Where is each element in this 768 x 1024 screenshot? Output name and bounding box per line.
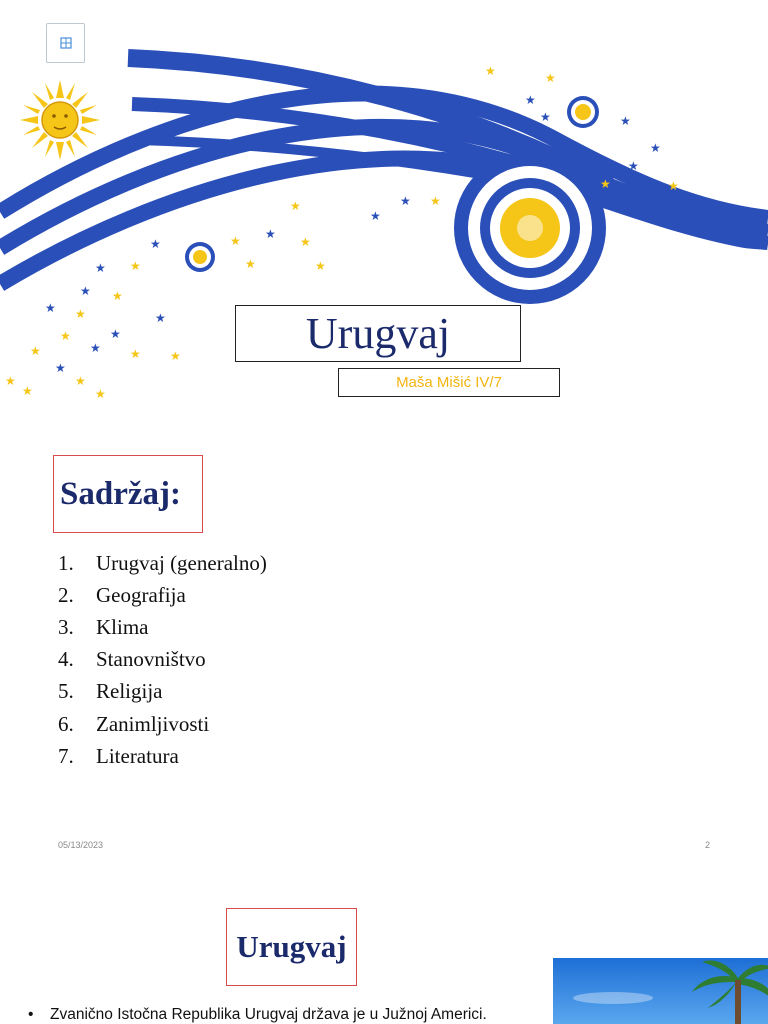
toc-item-number: 7.	[58, 743, 74, 768]
toc-item	[58, 547, 267, 579]
svg-text:★: ★	[315, 259, 326, 273]
svg-text:★: ★	[95, 387, 106, 401]
svg-text:★: ★	[130, 259, 141, 273]
svg-text:★: ★	[628, 159, 639, 173]
toc-item-number: 4.	[58, 647, 74, 672]
slide-page-number: 2	[705, 840, 711, 850]
toc-item-label: Stanovništvo	[96, 647, 206, 672]
toc-item	[58, 676, 267, 708]
svg-text:★: ★	[265, 227, 276, 241]
toc-item-label: Klima	[96, 614, 149, 639]
uruguay-flag-banner	[0, 0, 768, 430]
slide-thumbnail-icon	[59, 36, 73, 50]
svg-text:★: ★	[95, 261, 106, 275]
svg-text:★: ★	[22, 384, 33, 398]
svg-text:★: ★	[80, 284, 91, 298]
toc-item-label: Zanimljivosti	[96, 711, 210, 736]
svg-text:★: ★	[370, 209, 381, 223]
author-label: Maša Mišić IV/7	[338, 368, 560, 397]
svg-text:★: ★	[45, 301, 56, 315]
svg-text:★: ★	[650, 141, 661, 155]
svg-text:★: ★	[600, 177, 611, 191]
svg-text:★: ★	[400, 194, 411, 208]
svg-text:★: ★	[55, 361, 66, 375]
svg-text:★: ★	[230, 234, 241, 248]
svg-text:★: ★	[525, 93, 536, 107]
toc-item-number: 6.	[58, 711, 74, 736]
svg-text:★: ★	[155, 311, 166, 325]
svg-text:★: ★	[150, 237, 161, 251]
toc-heading: Sadržaj:	[53, 455, 203, 533]
toc-item	[58, 708, 267, 740]
toc-item	[58, 579, 267, 611]
toc-item-label: Urugvaj (generalno)	[96, 550, 267, 575]
toc-item-number: 5.	[58, 679, 74, 704]
section-heading: Urugvaj	[226, 908, 357, 986]
bullet-paragraph	[28, 1006, 548, 1024]
presentation-title: Urugvaj	[235, 305, 521, 362]
svg-text:★: ★	[60, 329, 71, 343]
svg-text:★: ★	[170, 349, 181, 363]
svg-text:★: ★	[75, 374, 86, 388]
slide-footer-date: 05/13/2023	[58, 840, 104, 850]
toc-item-label: Literatura	[96, 743, 179, 768]
svg-text:★: ★	[75, 307, 86, 321]
bullet-text: Zvanično Istočna Republika Urugvaj država je u Južnoj Americi.	[50, 1006, 487, 1023]
toc-list	[58, 547, 267, 772]
svg-text:★: ★	[300, 235, 311, 249]
svg-text:★: ★	[620, 114, 631, 128]
svg-text:★: ★	[540, 110, 551, 124]
svg-text:★: ★	[130, 347, 141, 361]
toc-item-number: 2.	[58, 582, 74, 607]
svg-text:★: ★	[5, 374, 16, 388]
svg-text:★: ★	[485, 64, 496, 78]
svg-text:★: ★	[430, 194, 441, 208]
toc-item-label: Geografija	[96, 582, 186, 607]
svg-text:★: ★	[90, 341, 101, 355]
toc-item-label: Religija	[96, 679, 163, 704]
toc-item-number: 1.	[58, 550, 74, 575]
svg-text:★: ★	[668, 179, 679, 193]
toc-item	[58, 740, 267, 772]
svg-text:★: ★	[290, 199, 301, 213]
svg-text:★: ★	[110, 327, 121, 341]
svg-text:★: ★	[112, 289, 123, 303]
toc-item	[58, 644, 267, 676]
toc-item-number: 3.	[58, 614, 74, 639]
slide-thumbnail-button[interactable]	[46, 23, 85, 63]
svg-text:★: ★	[30, 344, 41, 358]
bullet-marker: •	[28, 1006, 34, 1023]
palm-tree-photo	[553, 958, 768, 1024]
title-slide	[0, 0, 768, 430]
toc-item	[58, 611, 267, 643]
svg-text:★: ★	[545, 71, 556, 85]
svg-text:★: ★	[245, 257, 256, 271]
palm-tree-image	[553, 958, 768, 1024]
